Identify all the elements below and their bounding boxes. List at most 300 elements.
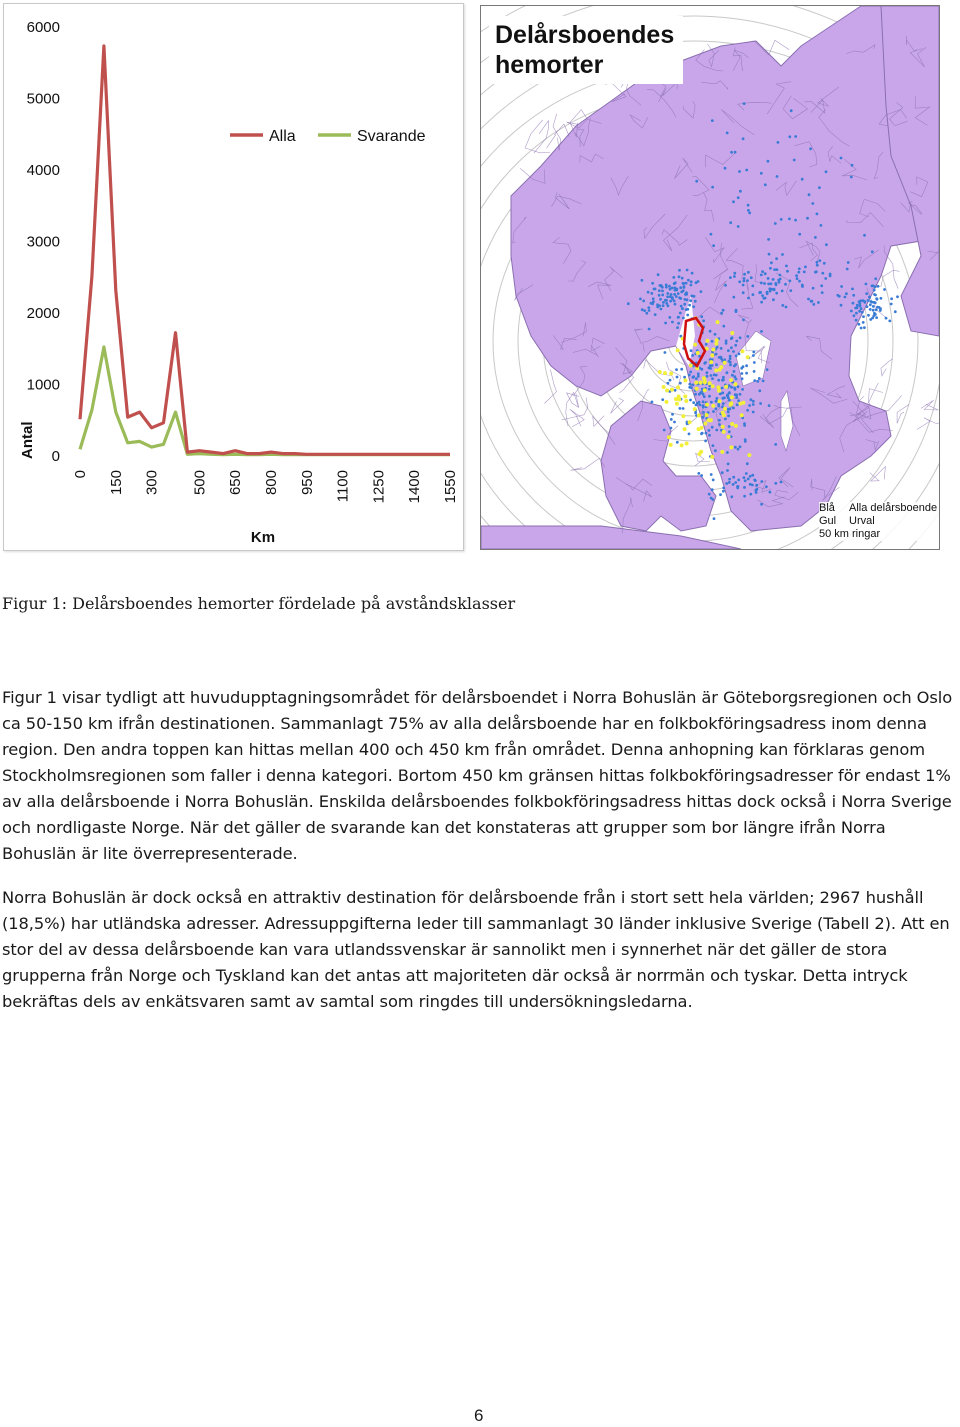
residence-dot [764, 272, 767, 275]
residence-dot [823, 262, 826, 265]
residence-dot [781, 290, 784, 293]
residence-dot [735, 355, 738, 358]
residence-dot [728, 360, 731, 363]
residence-dot [703, 395, 706, 398]
residence-dot [688, 374, 691, 377]
residence-dot [715, 353, 718, 356]
sample-dot [710, 455, 714, 459]
municipality-border [534, 121, 549, 153]
sample-dot [665, 400, 669, 404]
residence-dot [742, 318, 745, 321]
residence-dot [728, 408, 731, 411]
residence-dot [780, 481, 783, 484]
residence-dot [795, 274, 798, 277]
residence-dot [722, 376, 725, 379]
residence-dot [825, 243, 828, 246]
residence-dot [674, 389, 677, 392]
sample-dot [689, 364, 693, 368]
residence-dot [652, 297, 655, 300]
residence-dot [734, 344, 737, 347]
residence-dot [705, 432, 708, 435]
residence-dot [726, 469, 729, 472]
residence-dot [689, 399, 692, 402]
residence-dot [680, 368, 683, 371]
residence-dot [746, 462, 749, 465]
residence-dot [745, 372, 748, 375]
residence-dot [670, 427, 673, 430]
residence-dot [681, 277, 684, 280]
sample-dot [665, 388, 669, 392]
residence-dot [750, 398, 753, 401]
residence-dot [671, 297, 674, 300]
residence-dot [790, 109, 793, 112]
residence-dot [745, 364, 748, 367]
residence-dot [807, 298, 810, 301]
sample-dot [729, 401, 733, 405]
residence-dot [669, 300, 672, 303]
residence-dot [710, 497, 713, 500]
residence-dot [872, 309, 875, 312]
map-legend-row [819, 528, 939, 541]
residence-dot [659, 298, 662, 301]
residence-dot [760, 330, 763, 333]
residence-dot [700, 290, 703, 293]
x-axis-title: Km [250, 529, 276, 546]
residence-dot [744, 479, 747, 482]
sample-dot [697, 414, 701, 418]
sample-dot [707, 418, 711, 422]
residence-dot [770, 282, 773, 285]
residence-dot [643, 309, 646, 312]
residence-dot [711, 377, 714, 380]
residence-dot [691, 354, 694, 357]
residence-dot [685, 308, 688, 311]
residence-dot [743, 495, 746, 498]
residence-dot [804, 266, 807, 269]
residence-dot [715, 397, 718, 400]
residence-dot [734, 393, 737, 396]
residence-dot [776, 175, 779, 178]
residence-dot [703, 362, 706, 365]
residence-dot [774, 282, 777, 285]
residence-dot [850, 176, 853, 179]
residence-dot [775, 257, 778, 260]
residence-dot [688, 433, 691, 436]
residence-dot [732, 350, 735, 353]
chart-svg [4, 4, 463, 550]
residence-dot [862, 321, 865, 324]
residence-dot [885, 317, 888, 320]
residence-dot [722, 309, 725, 312]
residence-dot [694, 300, 697, 303]
residence-dot [880, 297, 883, 300]
sample-dot [662, 385, 666, 389]
residence-dot [677, 316, 680, 319]
residence-dot [728, 392, 731, 395]
residence-dot [670, 418, 673, 421]
residence-dot [737, 225, 740, 228]
residence-dot [705, 343, 708, 346]
residence-dot [654, 313, 657, 316]
residence-dot [851, 164, 854, 167]
residence-dot [855, 312, 858, 315]
sample-dot [729, 378, 733, 382]
residence-dot [712, 444, 715, 447]
residence-dot [673, 421, 676, 424]
residence-dot [860, 327, 863, 330]
residence-dot [793, 159, 796, 162]
y-tick-label: 0 [51, 448, 60, 465]
residence-dot [780, 218, 783, 221]
residence-dot [676, 376, 679, 379]
residence-dot [844, 296, 847, 299]
legend-label: Alla [269, 128, 296, 145]
x-tick-labels [72, 470, 459, 503]
residence-dot [743, 486, 746, 489]
sample-dot [730, 331, 734, 335]
y-tick-labels [27, 19, 60, 465]
residence-dot [683, 286, 686, 289]
map-legend-row [819, 502, 939, 515]
residence-dot [683, 376, 686, 379]
residence-dot [698, 404, 701, 407]
residence-dot [730, 346, 733, 349]
residence-dot [751, 285, 754, 288]
residence-dot [657, 273, 660, 276]
sample-dot [693, 407, 697, 411]
residence-dot [730, 337, 733, 340]
residence-dot [814, 236, 817, 239]
residence-dot [840, 157, 843, 160]
residence-dot [803, 271, 806, 274]
residence-dot [874, 277, 877, 280]
x-tick-label: 500 [191, 470, 209, 496]
map-title-line2: hemorter [495, 51, 604, 79]
residence-dot [811, 202, 814, 205]
sample-dot [730, 422, 734, 426]
residence-dot [725, 339, 728, 342]
residence-dot [658, 294, 661, 297]
residence-dot [743, 476, 746, 479]
residence-dot [679, 297, 682, 300]
sample-dot [741, 401, 745, 405]
residence-dot [689, 299, 692, 302]
sample-dot [694, 381, 698, 385]
residence-dot [734, 446, 737, 449]
residence-dot [855, 319, 858, 322]
sample-dot [746, 355, 750, 359]
residence-dot [753, 361, 756, 364]
residence-dot [816, 264, 819, 267]
residence-dot [685, 291, 688, 294]
residence-dot [723, 396, 726, 399]
residence-dot [702, 393, 705, 396]
residence-dot [737, 479, 740, 482]
residence-dot [749, 475, 752, 478]
residence-dot [811, 300, 814, 303]
residence-dot [821, 272, 824, 275]
sample-dot [693, 343, 697, 347]
residence-dot [675, 289, 678, 292]
residence-dot [700, 474, 703, 477]
residence-dot [692, 384, 695, 387]
residence-dot [767, 277, 770, 280]
residence-dot [724, 167, 727, 170]
residence-dot [720, 347, 723, 350]
sample-dot [708, 381, 712, 385]
residence-dot [854, 307, 857, 310]
series-line-svarande [80, 347, 450, 455]
residence-dot [742, 284, 745, 287]
sample-dot [729, 445, 733, 449]
residence-dot [812, 303, 815, 306]
municipality-border [917, 418, 939, 430]
residence-dot [746, 279, 749, 282]
residence-dot [894, 310, 897, 313]
residence-dot [765, 485, 768, 488]
residence-dot [727, 463, 730, 466]
residence-dot [788, 218, 791, 221]
residence-dot [692, 401, 695, 404]
sample-dot [702, 376, 706, 380]
residence-dot [726, 451, 729, 454]
residence-dot [713, 517, 716, 520]
residence-dot [682, 317, 685, 320]
residence-dot [680, 305, 683, 308]
sample-dot [721, 425, 725, 429]
residence-dot [737, 485, 740, 488]
residence-dot [710, 374, 713, 377]
residence-dot [668, 316, 671, 319]
residence-dot [875, 297, 878, 300]
residence-dot [784, 283, 787, 286]
sample-dot [676, 385, 680, 389]
residence-dot [732, 296, 735, 299]
residence-dot [717, 379, 720, 382]
residence-dot [694, 411, 697, 414]
residence-dot [801, 284, 804, 287]
residence-dot [747, 209, 750, 212]
residence-dot [829, 275, 832, 278]
residence-dot [806, 217, 809, 220]
residence-dot [825, 170, 828, 173]
residence-dot [719, 393, 722, 396]
x-tick-label: 300 [143, 470, 161, 496]
residence-dot [818, 186, 821, 189]
municipality-border [666, 362, 684, 394]
residence-dot [728, 399, 731, 402]
residence-dot [890, 303, 893, 306]
sample-dot [723, 361, 727, 365]
residence-dot [694, 393, 697, 396]
y-tick-label: 2000 [26, 305, 60, 322]
residence-dot [724, 418, 727, 421]
residence-dot [865, 292, 868, 295]
residence-dot [760, 503, 763, 506]
residence-dot [666, 292, 669, 295]
residence-dot [863, 326, 866, 329]
residence-dot [794, 219, 797, 222]
residence-dot [712, 479, 715, 482]
series-lines [80, 46, 450, 455]
residence-dot [680, 291, 683, 294]
sample-dot [683, 394, 687, 398]
residence-dot [758, 377, 761, 380]
residence-dot [639, 298, 642, 301]
residence-dot [847, 261, 850, 264]
residence-dot [712, 244, 715, 247]
residence-dot [775, 292, 778, 295]
scandinavia-land [511, 6, 939, 531]
residence-dot [715, 363, 718, 366]
sample-dot [684, 399, 688, 403]
residence-dot [850, 310, 853, 313]
residence-dot [863, 234, 866, 237]
sample-dot [711, 384, 715, 388]
residence-dot [845, 292, 848, 295]
residence-dot [786, 270, 789, 273]
residence-dot [733, 275, 736, 278]
residence-dot [776, 268, 779, 271]
sample-dot [714, 342, 718, 346]
residence-dot [808, 193, 811, 196]
y-axis-title: Antal [19, 421, 36, 459]
residence-dot [772, 298, 775, 301]
residence-dot [714, 449, 717, 452]
residence-dot [781, 253, 784, 256]
residence-dot [702, 406, 705, 409]
residence-dot [744, 438, 747, 441]
residence-dot [692, 376, 695, 379]
residence-dot [785, 306, 788, 309]
sample-dot [681, 414, 685, 418]
residence-dot [746, 409, 749, 412]
residence-dot [770, 261, 773, 264]
residence-dot [767, 160, 770, 163]
sample-dot [670, 388, 674, 392]
residence-dot [768, 253, 771, 256]
sample-dot [676, 348, 680, 352]
residence-dot [777, 279, 780, 282]
sample-dot [705, 403, 709, 407]
residence-dot [673, 286, 676, 289]
residence-dot [755, 484, 758, 487]
residence-dot [875, 308, 878, 311]
residence-dot [741, 372, 744, 375]
residence-dot [877, 285, 880, 288]
residence-dot [641, 308, 644, 311]
residence-dot [667, 382, 670, 385]
figure-caption: Figur 1: Delårsboendes hemorter fördelade på avståndsklasser [2, 594, 516, 613]
residence-dot [762, 297, 765, 300]
residence-dot [752, 354, 755, 357]
residence-dot [669, 288, 672, 291]
residence-dot [820, 284, 823, 287]
map-legend-key: Gul [819, 515, 837, 527]
residence-dot [734, 388, 737, 391]
map-title-line1: Delårsboendes [495, 21, 675, 49]
residence-dot [673, 293, 676, 296]
residence-dot [698, 393, 701, 396]
residence-dot [774, 482, 777, 485]
residence-dot [661, 294, 664, 297]
residence-dot [719, 493, 722, 496]
residence-dot [794, 135, 797, 138]
residence-dot [851, 288, 854, 291]
residence-dot [664, 322, 667, 325]
residence-dot [660, 308, 663, 311]
y-tick-label: 1000 [26, 376, 60, 394]
sample-dot [722, 413, 726, 417]
residence-dot [674, 281, 677, 284]
residence-dot [872, 284, 875, 287]
map-legend-key: Blå [819, 502, 835, 514]
residence-dot [766, 368, 769, 371]
residence-dot [674, 303, 677, 306]
sample-dot [714, 368, 718, 372]
residence-dot [853, 314, 856, 317]
residence-dot [801, 178, 804, 181]
residence-dot [777, 141, 780, 144]
residence-dot [658, 289, 661, 292]
residence-dot [734, 151, 737, 154]
page-number: 6 [474, 1406, 484, 1425]
residence-dot [698, 401, 701, 404]
residence-dot [729, 364, 732, 367]
residence-dot [711, 426, 714, 429]
residence-dot [671, 321, 674, 324]
residence-dot [816, 213, 819, 216]
residence-dot [760, 282, 763, 285]
residence-dot [691, 295, 694, 298]
map-legend-row [819, 515, 939, 528]
sample-dot [741, 349, 745, 353]
residence-dot [682, 282, 685, 285]
residence-dot [818, 259, 821, 262]
residence-dot [752, 293, 755, 296]
residence-dot [761, 294, 764, 297]
residence-dot [662, 304, 665, 307]
residence-dot [708, 429, 711, 432]
residence-dot [726, 132, 729, 135]
residence-dot [743, 422, 746, 425]
sample-dot [747, 453, 751, 457]
sample-dot [710, 353, 714, 357]
residence-dot [710, 473, 713, 476]
y-tick-label: 6000 [26, 19, 60, 36]
residence-dot [665, 299, 668, 302]
residence-dot [668, 285, 671, 288]
sample-dot [716, 385, 720, 389]
residence-dot [789, 289, 792, 292]
residence-dot [747, 297, 750, 300]
distance-chart [3, 3, 464, 551]
residence-dot [870, 301, 873, 304]
residence-dot [697, 372, 700, 375]
residence-dot [718, 419, 721, 422]
residence-dot [774, 443, 777, 446]
residence-dot [767, 238, 770, 241]
residence-dot [871, 250, 874, 253]
chart-legend [230, 128, 426, 145]
residence-dot [684, 298, 687, 301]
residence-dot [722, 487, 725, 490]
residence-dot [731, 374, 734, 377]
residence-dot [866, 305, 869, 308]
map-title [489, 16, 683, 84]
x-tick-label: 1550 [442, 470, 459, 504]
residence-dot [861, 311, 864, 314]
